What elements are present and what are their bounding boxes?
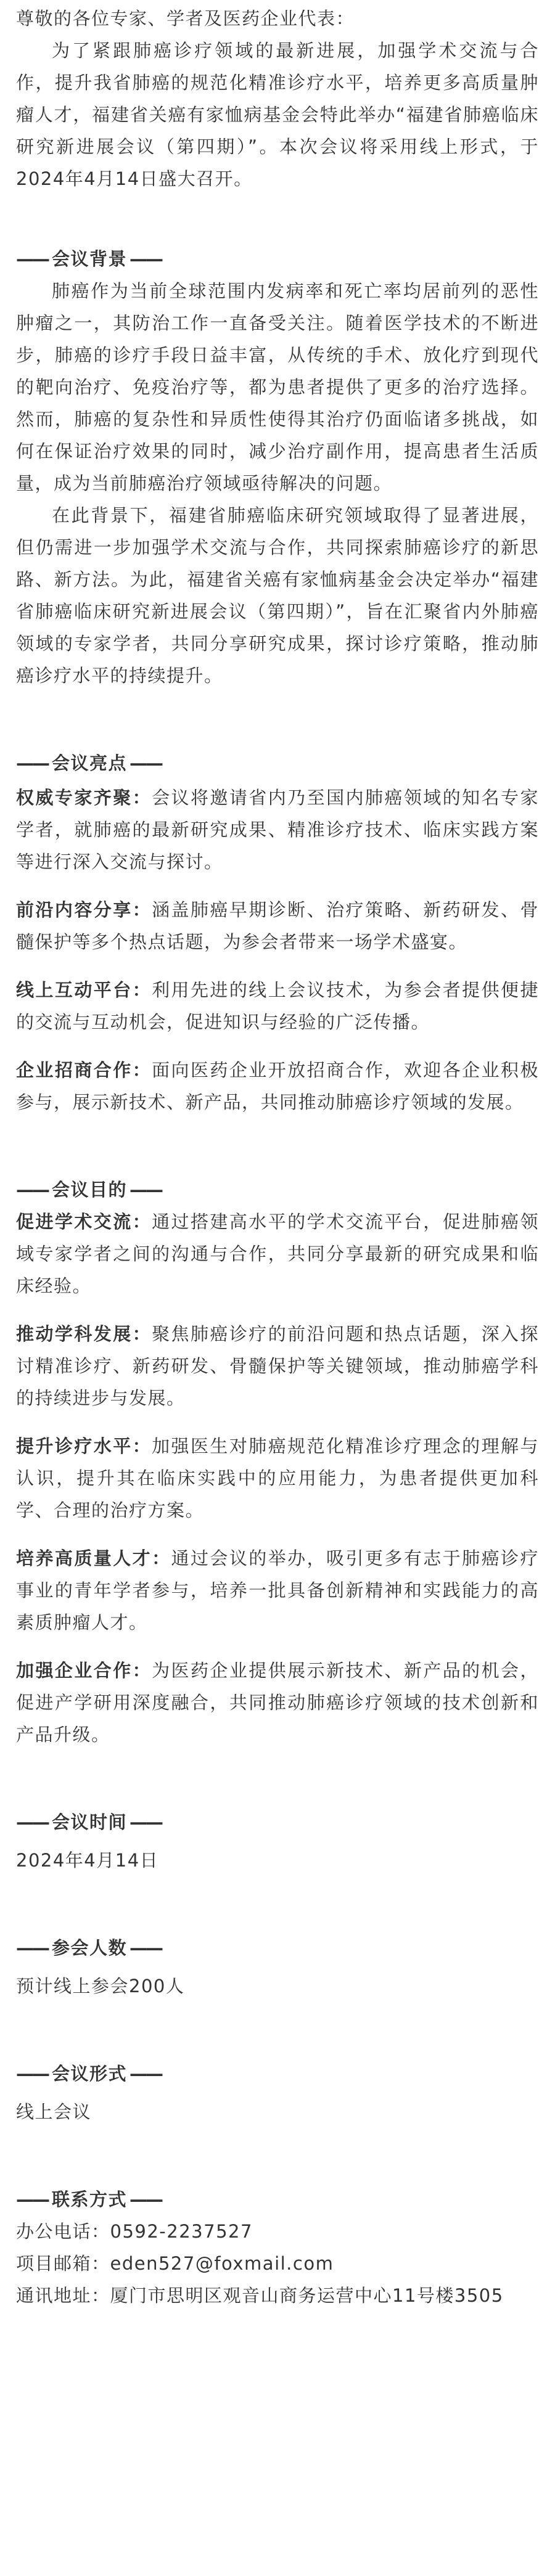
contact-address: 通讯地址：厦门市思明区观音山商务运营中心11号楼3505 [16,2285,504,2306]
heading-rule: —— [130,248,162,269]
purpose-item [16,1206,539,1302]
highlight-item [16,974,539,1038]
heading-rule: —— [16,1812,48,1833]
purpose-item [16,1654,539,1751]
background-paragraph: 在此背景下，福建省肺癌临床研究领域取得了显著进展，但仍需进一步加强学术交流与合作，共同探索肺癌诊疗的新思路、新方法。为此，福建省关癌有家恤病基金会决定举办“福建省肺癌临床研究新进展会议（第四期）”，旨在汇聚省内外肺癌领域的专家学者，共同分享研究成果，探讨诊疗策略，推动肺癌诊疗水平的持续提升。 [16,505,539,686]
highlight-text: 涵盖肺癌早期诊断、治疗策略、新药研发、骨髓保护等多个热点话题，为参会者带来一场学术盛宴。 [16,899,539,952]
highlight-text: 利用先进的线上会议技术，为参会者提供便捷的交流与互动机会，促进知识与经验的广泛传播。 [16,979,539,1032]
highlight-lead: 前沿内容分享： [16,899,152,920]
highlight-lead: 企业招商合作： [16,1060,152,1081]
heading-rule: —— [130,1179,162,1200]
purpose-lead: 加强企业合作： [16,1660,152,1681]
purpose-text: 通过搭建高水平的学术交流平台，促进肺癌领域专家学者之间的沟通与合作，共同分享最新的研究成果和临床经验。 [16,1211,539,1296]
purpose-lead: 提升诊疗水平： [16,1436,152,1457]
heading-rule: —— [130,1937,162,1958]
heading-rule: —— [130,2063,162,2084]
highlight-text: 面向医药企业开放招商合作，欢迎各企业积极参与，展示新技术、新产品，共同推动肺癌诊疗领域的发展。 [16,1060,539,1113]
purpose-text: 为医药企业提供展示新技术、新产品的机会，促进产学研用深度融合，共同推动肺癌诊疗领域的技术创新和产品升级。 [16,1660,539,1745]
background-paragraph: 肺癌作为当前全球范围内发病率和死亡率均居前列的恶性肿瘤之一，其防治工作一直备受关注。随着医学技术的不断进步，肺癌的诊疗手段日益丰富，从传统的手术、放化疗到现代的靶向治疗、免疫治疗等，都为患者提供了更多的治疗选择。然而，肺癌的复杂性和异质性使得其治疗仍面临诸多挑战，如何在保证治疗效果的同时，减少治疗副作用，提高患者生活质量，成为当前肺癌治疗领域亟待解决的问题。 [16,280,539,494]
highlight-item [16,782,539,878]
contact-phone: 办公电话：0592-2237527 [16,2221,253,2242]
section-heading-contact: —— 联系方式 —— [16,2189,162,2210]
purpose-text: 加强医生对肺癌规范化精准诊疗理念的理解与认识，提升其在临床实践中的应用能力，为患者提供更加科学、合理的治疗方案。 [16,1436,539,1521]
highlight-lead: 权威专家齐聚： [16,787,152,808]
meeting-date: 2024年4月14日 [16,1850,159,1871]
highlight-item [16,894,539,958]
purpose-lead: 促进学术交流： [16,1211,152,1232]
purpose-item [16,1318,539,1414]
meeting-format: 线上会议 [16,2101,92,2122]
heading-rule: —— [16,753,48,774]
purpose-item [16,1542,539,1638]
highlight-lead: 线上互动平台： [16,979,152,1000]
section-heading-time: —— 会议时间 —— [16,1812,162,1833]
heading-rule: —— [16,1937,48,1958]
salutation: 尊敬的各位专家、学者及医药企业代表： [16,8,355,29]
heading-rule: —— [16,2063,48,2084]
heading-rule: —— [16,248,48,269]
purpose-text: 聚焦肺癌诊疗的前沿问题和热点话题，深入探讨精准诊疗、新药研发、骨髓保护等关键领域，推动肺癌学科的持续进步与发展。 [16,1323,539,1409]
section-heading-purpose: —— 会议目的 —— [16,1179,162,1200]
heading-rule: —— [130,2189,162,2210]
section-heading-background: —— 会议背景 —— [16,248,162,269]
purpose-lead: 推动学科发展： [16,1323,152,1344]
purpose-lead: 培养高质量人才： [16,1548,171,1569]
heading-rule: —— [16,1179,48,1200]
contact-email: 项目邮箱：eden527@foxmail.com [16,2253,334,2274]
heading-rule: —— [16,2189,48,2210]
purpose-item [16,1430,539,1526]
purpose-text: 通过会议的举办，吸引更多有志于肺癌诊疗事业的青年学者参与，培养一批具备创新精神和实践能力的高素质肿瘤人才。 [16,1548,539,1633]
section-heading-format: —— 会议形式 —— [16,2063,162,2084]
highlight-item [16,1054,539,1118]
intro-paragraph: 为了紧跟肺癌诊疗领域的最新进展，加强学术交流与合作，提升我省肺癌的规范化精准诊疗水平，培养更多高质量肿瘤人才，福建省关癌有家恤病基金会特此举办“福建省肺癌临床研究新进展会议（第四期）”。本次会议将采用线上形式，于2024年4月14日盛大召开。 [16,40,539,189]
highlight-text: 会议将邀请省内乃至国内肺癌领域的知名专家学者，就肺癌的最新研究成果、精准诊疗技术、临床实践方案等进行深入交流与探讨。 [16,787,539,872]
attendee-count: 预计线上参会200人 [16,1976,185,1997]
heading-rule: —— [130,753,162,774]
section-heading-highlights: —— 会议亮点 —— [16,753,162,774]
heading-rule: —— [130,1812,162,1833]
section-heading-attendees: —— 参会人数 —— [16,1937,162,1958]
